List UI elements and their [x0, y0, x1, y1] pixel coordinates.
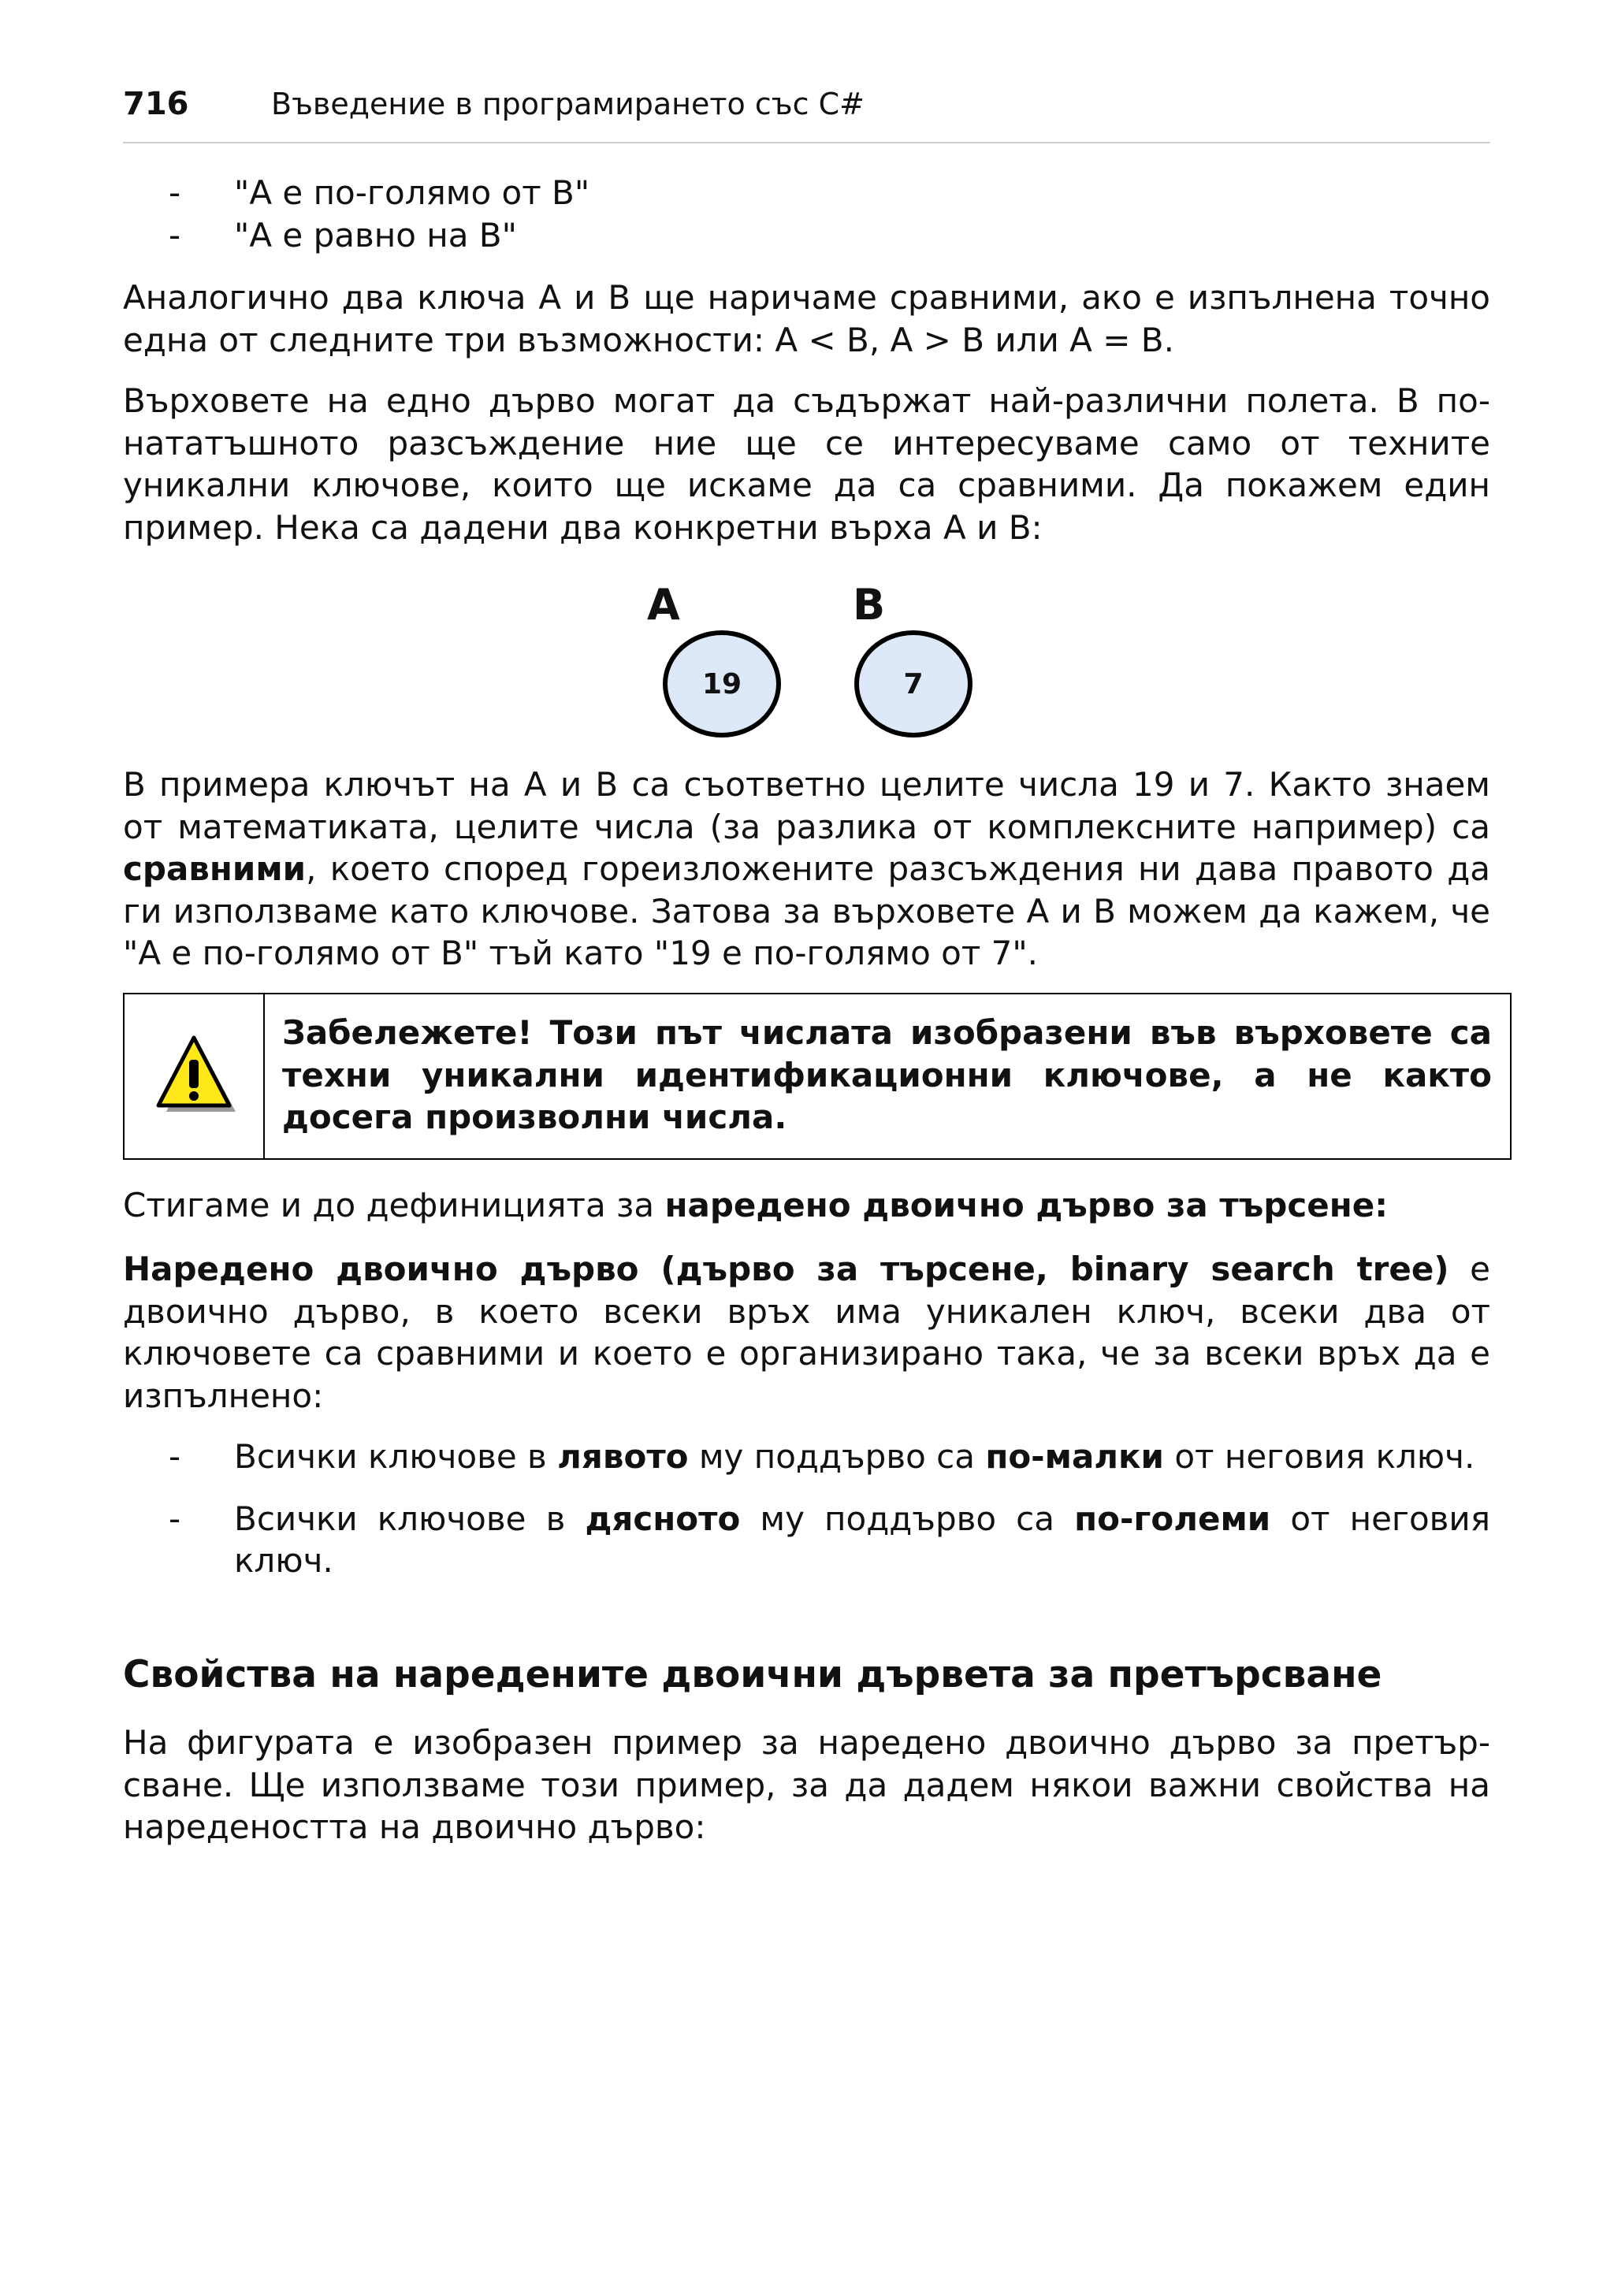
- text-run: , което според гореизложените разсъждения ни дава правото да ги използваме като ключове. Затова за върховете A и B можем да кажем, че "A е по-голямо от B" тъй като "19 е по-голямо от 7".: [123, 849, 1490, 972]
- note-text: Забележете! Този път числата изобразени във върховете са техни уникални идентификационни ключове, а не както досега произволни числа.: [282, 1013, 1492, 1136]
- paragraph-figure-intro: На фигурата е изобразен пример за наредено двоично дърво за претър-сване. Ще използваме този пример, за да дадем някои важни свойства на наредеността на двоично дърво:: [123, 1723, 1490, 1846]
- bold-term-definition: Наредено двоично дърво (дърво за търсене, binary search tree): [123, 1250, 1449, 1288]
- text-run: В примера ключът на A и B са съответно целите числа 19 и 7. Както знаем от математиката, целите числа (за разлика от комплексните например) са: [123, 765, 1490, 846]
- bold-term: по-малки: [985, 1437, 1164, 1476]
- list-item: [123, 1436, 1490, 1478]
- paragraph-bst-definition: [123, 1248, 1490, 1417]
- bold-term: дясното: [585, 1499, 741, 1538]
- node-a-circle: [663, 630, 781, 737]
- list-item: - "A е равно на B": [123, 214, 1490, 257]
- book-title: Въведение в програмирането със C#: [271, 87, 865, 121]
- paragraph-comparable-keys: Аналогично два ключа A и B ще наричаме сравними, ако е изпълнена точно една от следните три възможности: A < B, A > B или A = B.: [123, 278, 1490, 359]
- warning-icon: [151, 1033, 237, 1120]
- text-run: от неговия ключ.: [234, 1499, 1490, 1580]
- bst-rules-list: [123, 1436, 1490, 1602]
- text-run: от неговия ключ.: [1164, 1437, 1475, 1476]
- text-run: е двоично дърво, в което всеки връх има уникален ключ, всеки два от ключовете са сравними и което е организирано така, че за всеки връх да е изпълнено:: [123, 1250, 1490, 1415]
- node-b-label: B: [853, 580, 886, 630]
- text-run: Стигаме и до дефиницията за: [123, 1186, 665, 1224]
- node-b-value: 7: [903, 667, 924, 700]
- list-item: - "A е по-голямо от B": [123, 172, 1490, 214]
- node-a-label: A: [647, 580, 680, 630]
- note-icon-cell: [125, 994, 265, 1158]
- book-page: [123, 0, 1490, 2296]
- text-run: му поддърво са: [688, 1437, 986, 1476]
- text-run: Всички ключове в: [234, 1437, 558, 1476]
- paragraph-definition-intro: [123, 1184, 1490, 1227]
- bold-term-bst: наредено двоично дърво за търсене:: [664, 1186, 1389, 1224]
- text-run: Всички ключове в: [234, 1499, 586, 1538]
- page-header: [123, 82, 1490, 143]
- bold-term: лявото: [557, 1437, 689, 1476]
- paragraph-integer-keys: [123, 763, 1490, 975]
- paragraph-node-fields: Върховете на едно дърво могат да съдържат най-различни полета. В по-нататъшното разсъждение ние ще се интересуваме само от техните уникални ключове, които ще искаме да са сравними. Да покажем един пример. Нека са дадени два конкретни върха A и B:: [123, 381, 1490, 547]
- node-b-circle: [854, 630, 972, 737]
- bold-term-comparable: сравними: [123, 849, 307, 888]
- note-box: [123, 993, 1512, 1160]
- comparison-list: [123, 172, 1490, 256]
- text-run: му поддърво са: [740, 1499, 1075, 1538]
- node-a-value: 19: [701, 667, 742, 700]
- bold-term: по-големи: [1074, 1499, 1271, 1538]
- list-item: [123, 1498, 1490, 1582]
- page-number: 716: [123, 86, 189, 122]
- section-heading: Свойства на наредените двоични дървета за претърсване: [123, 1653, 1382, 1696]
